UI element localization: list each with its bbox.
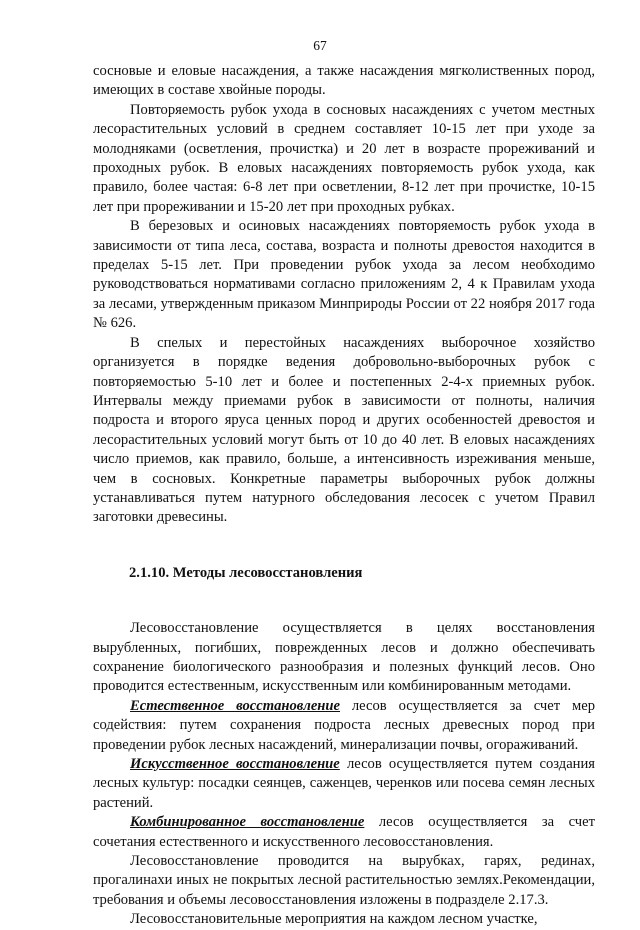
paragraph-reforestation-areas: Лесовосстановление проводится на вырубках, гарях, рединах, прогалинахи иных не покрытых лесной растительностью землях.Рекомендации, требования и объемы лесовосстановления изложены в подразделе 2.17.3. bbox=[93, 853, 595, 908]
text-artificial: лесов осуществляется путем создания лесных культур: посадки сеянцев, саженцев, черенков или посева семян лесных растений. bbox=[93, 756, 596, 811]
text-combined: лесов осуществляется за счет сочетания естественного и искусственного лесовосстановления. bbox=[93, 814, 595, 850]
paragraph-birch-aspen: В березовых и осиновых насаждениях повторяемость рубок ухода в зависимости от типа леса, состава, возраста и полноты древостоя находится в пределах 5-15 лет. При проведении рубок ухода за лесом необходимо руководствоваться нормативами согласно приложениям 2, 4 к Правилам ухода за лесами, утвержденным приказом Минприроды России от 22 ноября 2017 года № 626. bbox=[93, 218, 595, 332]
paragraph-artificial-restoration bbox=[93, 755, 595, 813]
document-body bbox=[93, 62, 595, 930]
paragraph-reforestation-intro: Лесовосстановление осуществляется в целях восстановления вырубленных, погибших, поврежденных лесов и должно обеспечивать сохранение биологического разнообразия и полезных функций лесов. Оно проводится естественным, искусственным или комбинированным методами. bbox=[93, 620, 595, 695]
paragraph-continuation: сосновые и еловые насаждения, а также насаждения мягколиственных пород, имеющих в составе хвойные породы. bbox=[93, 63, 595, 99]
paragraph-measures: Лесовосстановительные мероприятия на каждом лесном участке, bbox=[130, 911, 538, 928]
page-number: 67 bbox=[313, 38, 327, 53]
text-natural: лесов осуществляется за счет мер содействия: путем сохранения подроста лесных древесных пород при проведении рубок лесных насаждений, минерализации почвы, огораживаний. bbox=[93, 697, 595, 753]
term-natural: Естественное восстановление bbox=[130, 697, 340, 714]
term-combined: Комбинированное восстановление bbox=[130, 814, 365, 831]
section-heading: 2.1.10. Методы лесовосстановления bbox=[129, 564, 363, 581]
paragraph-conifer-thinning: Повторяемость рубок ухода в сосновых насаждениях с учетом местных лесорастительных условий в среднем составляет 10-15 лет при уходе за молодняками (осветления, прочистка) и 20 лет в возрасте прореживаний и проходных рубок. В еловых насаждениях повторяемость рубок ухода, как правило, более частая: 6-8 лет при осветлении, 8-12 лет при прочистке, 10-15 лет при прореживании и 15-20 лет при проходных рубках. bbox=[93, 101, 595, 215]
paragraph-combined-restoration bbox=[93, 813, 595, 852]
term-artificial: Искусственное восстановление bbox=[130, 756, 340, 772]
paragraph-natural-restoration bbox=[93, 697, 595, 755]
paragraph-selective-felling: В спелых и перестойных насаждениях выборочное хозяйство организуется в порядке ведения добровольно-выборочных рубок с повторяемостью 5-10 лет и более и постепенных 2-4-х приемных рубок. Интервалы между приемами рубок в зависимости от полноты, наличия подроста и второго яруса ценных пород и других особенностей древостоя и лесорастительных условий могут быть от 10 до 40 лет. В еловых насаждениях число приемов, как правило, больше, а интенсивность изреживания меньше, чем в сосновых. Конкретные параметры выборочных рубок должны устанавливаться путем натурного обследования лесосек с учетом Правил заготовки древесины. bbox=[93, 334, 595, 526]
